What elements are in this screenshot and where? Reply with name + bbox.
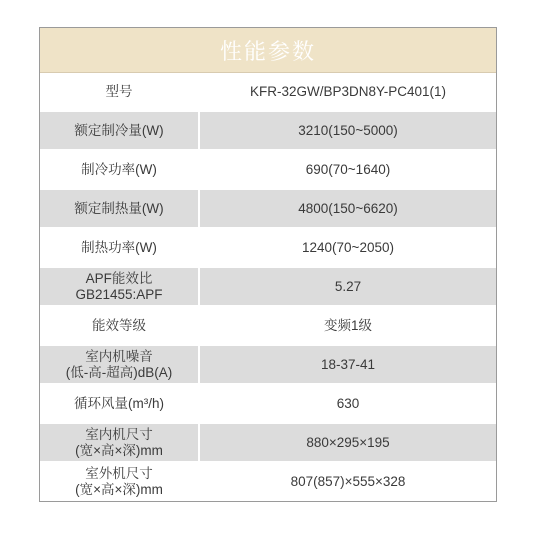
spec-label-text: 额定制冷量(W) (74, 122, 164, 138)
spec-row-outdoor-size (40, 463, 496, 501)
spec-row-energy-grade (40, 307, 496, 346)
spec-label (40, 190, 200, 227)
spec-label-text: (宽×高×深)mm (75, 442, 163, 458)
spec-label-text: 室内机尺寸 (85, 426, 153, 442)
spec-table (39, 27, 497, 502)
spec-row-indoor-size (40, 424, 496, 463)
spec-label (40, 424, 200, 461)
spec-value: 630 (336, 395, 360, 411)
spec-row-cooling-power (40, 151, 496, 190)
spec-label-text: 制热功率(W) (81, 239, 157, 255)
spec-label (40, 268, 200, 305)
spec-value: 18-37-41 (320, 356, 376, 372)
spec-label (40, 346, 200, 383)
spec-row-heating-power (40, 229, 496, 268)
spec-label (40, 112, 200, 149)
spec-value: 变频1级 (323, 317, 372, 333)
spec-label-text: 能效等级 (92, 317, 146, 333)
spec-table-title: 性能参数 (40, 28, 496, 73)
spec-label-text: (宽×高×深)mm (75, 482, 163, 497)
spec-label (40, 151, 200, 188)
spec-row-model (40, 73, 496, 112)
spec-row-rated-cooling (40, 112, 496, 151)
spec-label (40, 307, 200, 344)
spec-value: 5.27 (334, 278, 362, 294)
spec-row-airflow (40, 385, 496, 424)
spec-row-apf (40, 268, 496, 307)
spec-value: KFR-32GW/BP3DN8Y-PC401(1) (249, 83, 447, 99)
spec-label (40, 463, 200, 501)
spec-row-rated-heating (40, 190, 496, 229)
spec-label-text: 循环风量(m³/h) (74, 395, 164, 411)
spec-label-text: (低-高-超高)dB(A) (65, 364, 173, 380)
spec-value: 690(70~1640) (305, 161, 391, 177)
spec-label-text: APF能效比 (85, 270, 153, 286)
spec-value: 3210(150~5000) (298, 122, 398, 138)
spec-label-text: 型号 (105, 83, 133, 99)
spec-label (40, 385, 200, 422)
spec-label-text: 制冷功率(W) (81, 161, 157, 177)
spec-label-text: 额定制热量(W) (74, 200, 164, 216)
spec-label (40, 73, 200, 110)
spec-value: 807(857)×555×328 (290, 474, 406, 489)
spec-value: 4800(150~6620) (298, 200, 398, 216)
spec-label-text: 室外机尺寸 (85, 466, 153, 481)
spec-label-text: GB21455:APF (75, 286, 163, 302)
spec-label-text: 室内机噪音 (85, 348, 153, 364)
spec-label (40, 229, 200, 266)
spec-row-indoor-noise (40, 346, 496, 385)
spec-value: 1240(70~2050) (302, 239, 394, 255)
spec-value: 880×295×195 (306, 434, 390, 450)
